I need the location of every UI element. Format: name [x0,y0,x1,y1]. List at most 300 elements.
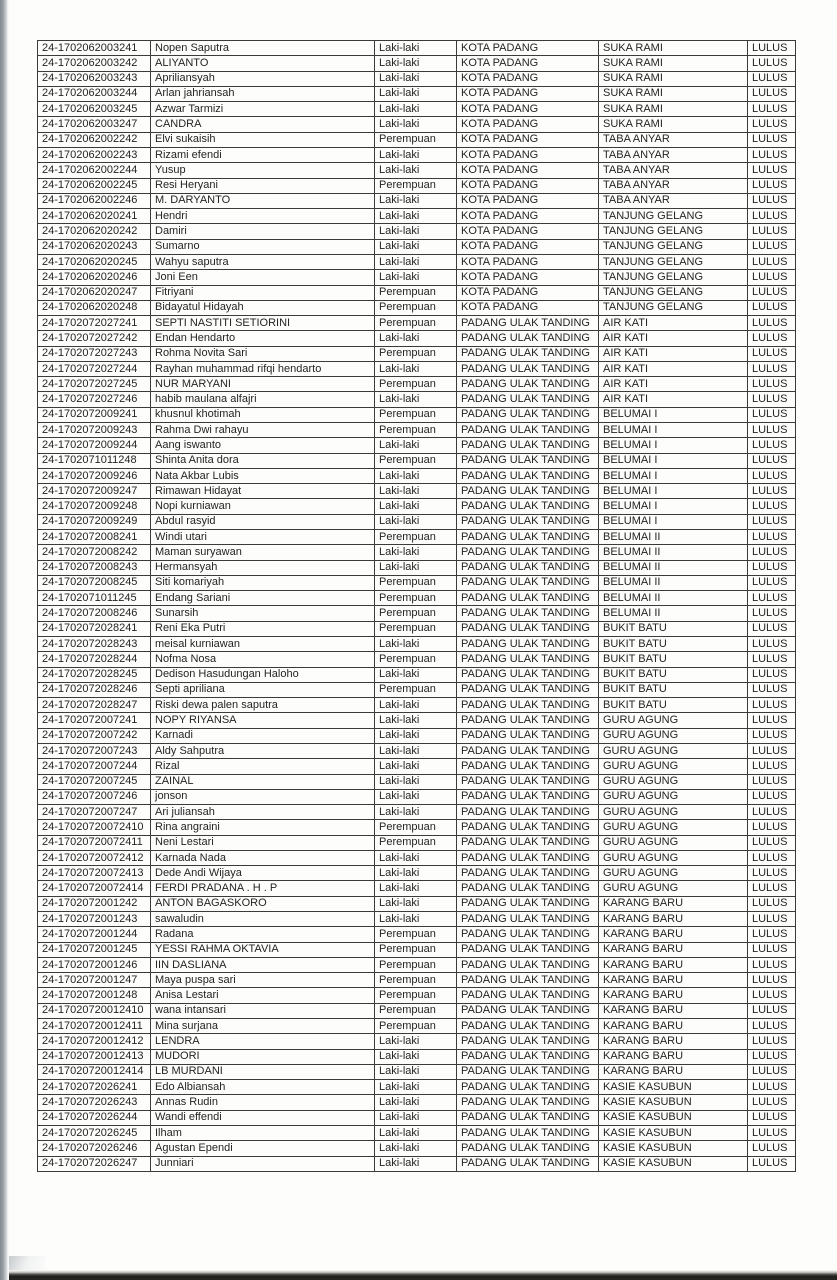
table-row [38,743,796,758]
cell-district: PADANG ULAK TANDING [457,1125,599,1140]
cell-status: LULUS [748,820,796,835]
cell-name: Sunarsih [151,606,375,621]
cell-name: sawaludin [151,912,375,927]
cell-village: TABA ANYAR [599,193,748,208]
cell-name: Maman suryawan [151,545,375,560]
cell-name: Aldy Sahputra [151,743,375,758]
cell-name: YESSI RAHMA OKTAVIA [151,942,375,957]
cell-name: Hermansyah [151,560,375,575]
cell-id: 24-1702062003242 [38,56,151,71]
table-row [38,973,796,988]
cell-district: KOTA PADANG [457,285,599,300]
cell-id: 24-1702072028247 [38,698,151,713]
table-row [38,224,796,239]
table-row [38,789,796,804]
cell-village: GURU AGUNG [599,774,748,789]
cell-district: PADANG ULAK TANDING [457,606,599,621]
cell-status: LULUS [748,881,796,896]
cell-status: LULUS [748,224,796,239]
table-row [38,102,796,117]
cell-village: AIR KATI [599,316,748,331]
cell-village: BELUMAI II [599,530,748,545]
cell-district: PADANG ULAK TANDING [457,682,599,697]
cell-district: PADANG ULAK TANDING [457,514,599,529]
cell-village: TABA ANYAR [599,163,748,178]
cell-gender: Laki-laki [375,713,457,728]
table-row [38,1141,796,1156]
cell-village: BELUMAI I [599,423,748,438]
cell-name: Windi utari [151,530,375,545]
cell-name: Yusup [151,163,375,178]
cell-gender: Perempuan [375,942,457,957]
cell-village: GURU AGUNG [599,835,748,850]
cell-status: LULUS [748,468,796,483]
cell-name: Endang Sariani [151,591,375,606]
cell-name: Septi apriliana [151,682,375,697]
cell-id: 24-1702072007245 [38,774,151,789]
cell-status: LULUS [748,102,796,117]
cell-name: Nopen Saputra [151,41,375,56]
cell-id: 24-1702062020242 [38,224,151,239]
table-row [38,927,796,942]
cell-name: Maya puspa sari [151,973,375,988]
cell-status: LULUS [748,912,796,927]
cell-village: KASIE KASUBUN [599,1110,748,1125]
cell-name: meisal kurniawan [151,636,375,651]
cell-name: Reni Eka Putri [151,621,375,636]
cell-name: MUDORI [151,1049,375,1064]
table-row [38,178,796,193]
cell-district: PADANG ULAK TANDING [457,331,599,346]
cell-status: LULUS [748,453,796,468]
cell-status: LULUS [748,698,796,713]
cell-gender: Laki-laki [375,514,457,529]
cell-name: Rohma Novita Sari [151,346,375,361]
cell-district: PADANG ULAK TANDING [457,1019,599,1034]
cell-name: habib maulana alfajri [151,392,375,407]
cell-name: Nopi kurniawan [151,499,375,514]
cell-id: 24-1702072001246 [38,957,151,972]
cell-id: 24-1702072026246 [38,1141,151,1156]
cell-name: Nofma Nosa [151,652,375,667]
cell-gender: Laki-laki [375,896,457,911]
cell-village: KARANG BARU [599,957,748,972]
table-row [38,805,796,820]
table-row [38,438,796,453]
cell-district: PADANG ULAK TANDING [457,484,599,499]
cell-status: LULUS [748,759,796,774]
cell-id: 24-1702072028243 [38,636,151,651]
table-row [38,820,796,835]
cell-village: KASIE KASUBUN [599,1156,748,1171]
cell-id: 24-1702072027243 [38,346,151,361]
cell-id: 24-1702072009248 [38,499,151,514]
cell-village: GURU AGUNG [599,759,748,774]
table-row [38,728,796,743]
cell-id: 24-1702072028244 [38,652,151,667]
cell-village: AIR KATI [599,346,748,361]
cell-name: Fitriyani [151,285,375,300]
cell-name: wana intansari [151,1003,375,1018]
cell-id: 24-1702072026247 [38,1156,151,1171]
cell-village: GURU AGUNG [599,820,748,835]
cell-status: LULUS [748,942,796,957]
cell-gender: Laki-laki [375,1049,457,1064]
cell-status: LULUS [748,957,796,972]
cell-gender: Laki-laki [375,147,457,162]
cell-id: 24-1702072001247 [38,973,151,988]
cell-village: KARANG BARU [599,1064,748,1079]
cell-id: 24-1702072028241 [38,621,151,636]
cell-district: PADANG ULAK TANDING [457,575,599,590]
cell-status: LULUS [748,316,796,331]
cell-district: PADANG ULAK TANDING [457,636,599,651]
table-row [38,545,796,560]
cell-district: PADANG ULAK TANDING [457,1049,599,1064]
table-row [38,423,796,438]
cell-name: Radana [151,927,375,942]
cell-gender: Perempuan [375,575,457,590]
cell-gender: Perempuan [375,652,457,667]
cell-status: LULUS [748,392,796,407]
cell-name: M. DARYANTO [151,193,375,208]
table-row [38,147,796,162]
cell-id: 24-1702072007244 [38,759,151,774]
cell-status: LULUS [748,361,796,376]
cell-id: 24-1702072007241 [38,713,151,728]
registration-table [37,40,796,1172]
cell-id: 24-1702062020246 [38,270,151,285]
cell-status: LULUS [748,1080,796,1095]
table-row [38,56,796,71]
cell-district: PADANG ULAK TANDING [457,530,599,545]
table-row [38,163,796,178]
cell-gender: Laki-laki [375,1125,457,1140]
cell-gender: Laki-laki [375,331,457,346]
cell-gender: Laki-laki [375,254,457,269]
table-row [38,346,796,361]
cell-village: GURU AGUNG [599,850,748,865]
cell-gender: Perempuan [375,407,457,422]
cell-gender: Laki-laki [375,1156,457,1171]
cell-village: BELUMAI I [599,407,748,422]
cell-village: TANJUNG GELANG [599,270,748,285]
cell-status: LULUS [748,560,796,575]
cell-id: 24-1702072001243 [38,912,151,927]
cell-id: 24-1702062020243 [38,239,151,254]
table-row [38,1019,796,1034]
cell-name: Resi Heryani [151,178,375,193]
cell-village: KARANG BARU [599,1049,748,1064]
table-row [38,1064,796,1079]
table-row [38,499,796,514]
cell-gender: Laki-laki [375,117,457,132]
cell-name: ZAINAL [151,774,375,789]
table-row [38,270,796,285]
cell-name: Apriliansyah [151,71,375,86]
cell-gender: Laki-laki [375,209,457,224]
cell-name: SEPTI NASTITI SETIORINI [151,316,375,331]
cell-district: PADANG ULAK TANDING [457,377,599,392]
table-row [38,117,796,132]
cell-village: AIR KATI [599,392,748,407]
cell-gender: Laki-laki [375,438,457,453]
cell-status: LULUS [748,484,796,499]
table-row [38,285,796,300]
cell-name: Dedison Hasudungan Haloho [151,667,375,682]
cell-gender: Laki-laki [375,743,457,758]
cell-district: KOTA PADANG [457,224,599,239]
cell-id: 24-1702072008245 [38,575,151,590]
cell-id: 24-17020720072410 [38,820,151,835]
cell-name: Damiri [151,224,375,239]
cell-district: PADANG ULAK TANDING [457,1095,599,1110]
cell-district: KOTA PADANG [457,193,599,208]
cell-gender: Laki-laki [375,881,457,896]
cell-status: LULUS [748,147,796,162]
cell-district: PADANG ULAK TANDING [457,545,599,560]
cell-id: 24-1702072028245 [38,667,151,682]
cell-name: NOPY RIYANSA [151,713,375,728]
cell-name: Rimawan Hidayat [151,484,375,499]
cell-status: LULUS [748,713,796,728]
cell-gender: Laki-laki [375,224,457,239]
cell-district: PADANG ULAK TANDING [457,1003,599,1018]
cell-village: BELUMAI I [599,499,748,514]
table-row [38,514,796,529]
cell-name: Hendri [151,209,375,224]
cell-district: PADANG ULAK TANDING [457,957,599,972]
cell-gender: Laki-laki [375,667,457,682]
cell-gender: Perempuan [375,453,457,468]
cell-name: Abdul rasyid [151,514,375,529]
cell-district: PADANG ULAK TANDING [457,698,599,713]
cell-village: TABA ANYAR [599,147,748,162]
cell-status: LULUS [748,499,796,514]
cell-district: KOTA PADANG [457,117,599,132]
cell-id: 24-1702072009249 [38,514,151,529]
cell-status: LULUS [748,423,796,438]
cell-name: Rina angraini [151,820,375,835]
cell-village: BUKIT BATU [599,667,748,682]
table-row [38,606,796,621]
cell-district: KOTA PADANG [457,56,599,71]
cell-id: 24-1702072026245 [38,1125,151,1140]
cell-id: 24-1702071011245 [38,591,151,606]
cell-gender: Laki-laki [375,163,457,178]
cell-id: 24-1702062002245 [38,178,151,193]
cell-gender: Laki-laki [375,1141,457,1156]
cell-name: Arlan jahriansah [151,86,375,101]
cell-name: Junniari [151,1156,375,1171]
cell-gender: Perempuan [375,178,457,193]
cell-district: KOTA PADANG [457,163,599,178]
cell-id: 24-1702062003243 [38,71,151,86]
cell-id: 24-1702062002242 [38,132,151,147]
cell-gender: Laki-laki [375,239,457,254]
cell-gender: Laki-laki [375,392,457,407]
registration-table-body [38,41,796,1172]
cell-id: 24-17020720072412 [38,850,151,865]
cell-gender: Laki-laki [375,270,457,285]
table-row [38,912,796,927]
table-row [38,560,796,575]
cell-district: KOTA PADANG [457,254,599,269]
cell-id: 24-1702072027245 [38,377,151,392]
cell-status: LULUS [748,728,796,743]
cell-village: KASIE KASUBUN [599,1080,748,1095]
cell-status: LULUS [748,988,796,1003]
cell-village: KARANG BARU [599,1034,748,1049]
cell-id: 24-17020720012414 [38,1064,151,1079]
scan-edge-left [0,0,9,1280]
cell-district: KOTA PADANG [457,239,599,254]
cell-name: Mina surjana [151,1019,375,1034]
cell-village: BELUMAI II [599,560,748,575]
cell-name: FERDI PRADANA . H . P [151,881,375,896]
cell-name: Wandi effendi [151,1110,375,1125]
cell-village: TANJUNG GELANG [599,224,748,239]
cell-name: khusnul khotimah [151,407,375,422]
cell-district: KOTA PADANG [457,147,599,162]
cell-village: SUKA RAMI [599,86,748,101]
table-row [38,316,796,331]
cell-status: LULUS [748,1064,796,1079]
cell-gender: Laki-laki [375,912,457,927]
cell-name: IIN DASLIANA [151,957,375,972]
cell-gender: Laki-laki [375,1064,457,1079]
table-row [38,361,796,376]
cell-gender: Perempuan [375,591,457,606]
cell-gender: Laki-laki [375,468,457,483]
cell-gender: Laki-laki [375,41,457,56]
cell-district: KOTA PADANG [457,102,599,117]
table-row [38,896,796,911]
cell-name: Karnadi [151,728,375,743]
cell-status: LULUS [748,331,796,346]
cell-name: Siti komariyah [151,575,375,590]
cell-name: Agustan Ependi [151,1141,375,1156]
cell-gender: Perempuan [375,682,457,697]
cell-name: Aang iswanto [151,438,375,453]
cell-village: SUKA RAMI [599,41,748,56]
cell-status: LULUS [748,132,796,147]
table-row [38,866,796,881]
cell-name: Rizal [151,759,375,774]
cell-gender: Perempuan [375,606,457,621]
cell-id: 24-17020720012411 [38,1019,151,1034]
cell-district: PADANG ULAK TANDING [457,316,599,331]
cell-id: 24-1702072008242 [38,545,151,560]
cell-village: AIR KATI [599,377,748,392]
cell-status: LULUS [748,850,796,865]
cell-district: PADANG ULAK TANDING [457,774,599,789]
cell-status: LULUS [748,1156,796,1171]
table-row [38,254,796,269]
cell-name: Annas Rudin [151,1095,375,1110]
cell-status: LULUS [748,300,796,315]
cell-id: 24-1702062002243 [38,147,151,162]
cell-id: 24-1702072028246 [38,682,151,697]
cell-status: LULUS [748,927,796,942]
cell-district: PADANG ULAK TANDING [457,866,599,881]
cell-gender: Laki-laki [375,361,457,376]
cell-district: PADANG ULAK TANDING [457,850,599,865]
cell-village: BELUMAI II [599,575,748,590]
cell-status: LULUS [748,973,796,988]
cell-id: 24-1702062002246 [38,193,151,208]
cell-village: KARANG BARU [599,912,748,927]
cell-id: 24-1702062020248 [38,300,151,315]
cell-gender: Perempuan [375,346,457,361]
cell-district: PADANG ULAK TANDING [457,652,599,667]
cell-status: LULUS [748,239,796,254]
table-row [38,942,796,957]
table-row [38,209,796,224]
cell-gender: Laki-laki [375,698,457,713]
cell-gender: Perempuan [375,285,457,300]
cell-village: BUKIT BATU [599,652,748,667]
cell-district: PADANG ULAK TANDING [457,988,599,1003]
cell-district: KOTA PADANG [457,178,599,193]
cell-status: LULUS [748,86,796,101]
table-row [38,239,796,254]
cell-gender: Perempuan [375,1003,457,1018]
cell-village: GURU AGUNG [599,805,748,820]
table-row [38,759,796,774]
table-row [38,331,796,346]
cell-gender: Laki-laki [375,789,457,804]
table-row [38,41,796,56]
cell-gender: Perempuan [375,621,457,636]
cell-name: Bidayatul Hidayah [151,300,375,315]
cell-gender: Perempuan [375,835,457,850]
cell-village: BUKIT BATU [599,682,748,697]
cell-id: 24-1702072009243 [38,423,151,438]
cell-id: 24-1702072026241 [38,1080,151,1095]
cell-gender: Laki-laki [375,850,457,865]
cell-id: 24-1702072009241 [38,407,151,422]
cell-gender: Perempuan [375,820,457,835]
cell-district: KOTA PADANG [457,209,599,224]
cell-gender: Laki-laki [375,728,457,743]
cell-village: BELUMAI I [599,438,748,453]
cell-village: GURU AGUNG [599,866,748,881]
cell-status: LULUS [748,285,796,300]
cell-district: PADANG ULAK TANDING [457,912,599,927]
cell-village: BUKIT BATU [599,621,748,636]
table-row [38,850,796,865]
cell-id: 24-17020720012413 [38,1049,151,1064]
cell-village: KASIE KASUBUN [599,1095,748,1110]
cell-name: Edo Albiansah [151,1080,375,1095]
cell-gender: Perempuan [375,988,457,1003]
cell-status: LULUS [748,591,796,606]
cell-status: LULUS [748,545,796,560]
table-row [38,193,796,208]
cell-gender: Laki-laki [375,545,457,560]
cell-village: KARANG BARU [599,1003,748,1018]
cell-village: AIR KATI [599,331,748,346]
cell-id: 24-1702072026243 [38,1095,151,1110]
cell-district: PADANG ULAK TANDING [457,942,599,957]
cell-status: LULUS [748,682,796,697]
cell-district: PADANG ULAK TANDING [457,759,599,774]
table-row [38,988,796,1003]
table-row [38,652,796,667]
cell-district: KOTA PADANG [457,132,599,147]
cell-status: LULUS [748,270,796,285]
